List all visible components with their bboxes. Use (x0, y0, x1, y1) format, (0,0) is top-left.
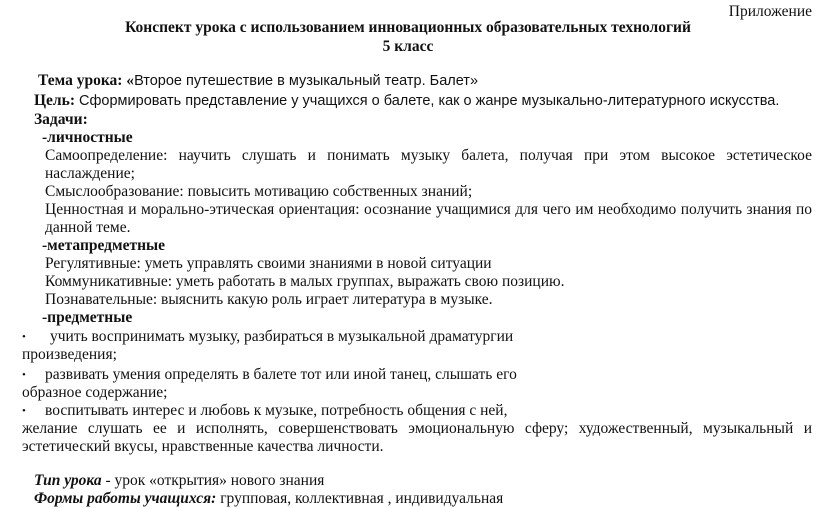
work-forms-label: Формы работы учащихся: (34, 490, 217, 507)
subject-bullet-2-line1: развивать умения определять в балете тот или иной танец, слышать его (45, 366, 517, 383)
bullet-icon: • (22, 405, 26, 417)
cognitive-line: Познавательные: выяснить какую роль играет литература в музыке. (45, 291, 493, 308)
work-forms-line (34, 490, 503, 508)
lesson-type-line (34, 472, 324, 490)
subject-bullet-3-line3: эстетический вкусы, нравственные качества личности. (22, 438, 384, 455)
document-subtitle-grade: 5 класс (382, 38, 434, 55)
topic-line (38, 72, 478, 90)
meaning-formation-line: Смыслообразование: повысить мотивацию собственных знаний; (45, 183, 473, 200)
appendix-label: Приложение (728, 3, 812, 20)
metasubject-heading: -метапредметные (42, 237, 165, 254)
goal-line (34, 92, 779, 110)
goal-value: Сформировать представление у учащихся о балете, как о жанре музыкально-литературного искусства. (75, 93, 780, 109)
topic-value: Второе путешествие в музыкальный театр. Балет» (134, 73, 479, 89)
lesson-type-label: Тип урока (34, 472, 102, 489)
communicative-line: Коммуникативные: уметь работать в малых группах, выражать свою позицию. (45, 273, 565, 290)
regulative-line: Регулятивные: уметь управлять своими знаниями в новой ситуации (45, 255, 492, 272)
personal-heading: -личностные (42, 129, 133, 146)
bullet-icon: • (22, 369, 26, 381)
topic-label: Тема урока: « (38, 72, 135, 89)
bullet-icon: • (22, 331, 26, 343)
subject-bullet-3-line2: желание слушать ее и исполнять, совершенствовать эмоциональную сферу; художественный, музыкальный и (22, 420, 812, 437)
subject-heading: -предметные (42, 309, 133, 326)
subject-bullet-2-line2: образное содержание; (22, 384, 168, 401)
subject-bullet-1-line2: произведения; (22, 346, 117, 363)
values-line2: данной теме. (45, 219, 131, 236)
subject-bullet-3-line1: воспитывать интерес и любовь к музыке, потребность общения с ней, (45, 402, 508, 419)
values-line1: Ценностная и морально-этическая ориентация: осознание учащимися для чего им необходимо получить знания по (45, 201, 812, 218)
tasks-label: Задачи: (34, 111, 88, 128)
self-determination-line1: Самоопределение: научить слушать и понимать музыку балета, получая при этом высокое эстетическое (45, 147, 812, 164)
self-determination-line2: наслаждение; (45, 165, 135, 182)
work-forms-value: групповая, коллективная , индивидуальная (216, 490, 504, 507)
lesson-type-value: - урок «открытия» нового знания (101, 472, 325, 489)
goal-label: Цель: (34, 92, 75, 109)
document-title: Конспект урока с использованием инновационных образовательных технологий (125, 19, 691, 36)
subject-bullet-1-line1: учить воспринимать музыку, разбираться в музыкальной драматургии (50, 328, 514, 345)
